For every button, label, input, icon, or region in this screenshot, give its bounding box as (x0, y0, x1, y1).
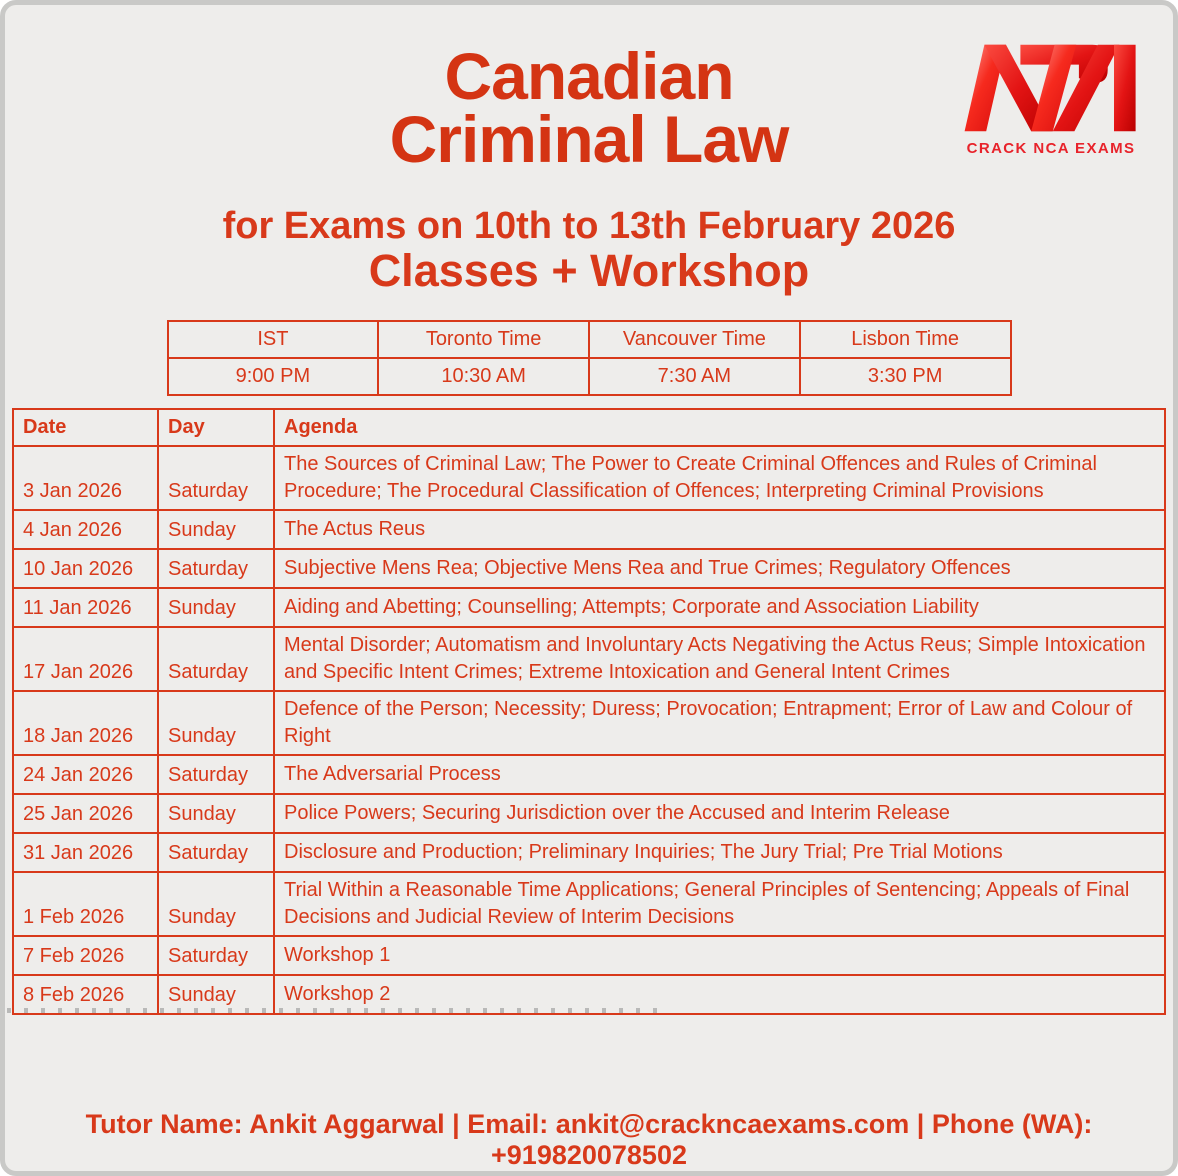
crack-nca-logo (955, 41, 1147, 157)
page-title-line2: Criminal Law (389, 102, 789, 176)
cell-date: 31 Jan 2026 (13, 833, 158, 872)
cell-agenda: Disclosure and Production; Preliminary Inquiries; The Jury Trial; Pre Trial Motions (274, 833, 1165, 872)
cell-agenda: Workshop 2 (274, 975, 1165, 1014)
tz-time-cell: 7:30 AM (589, 358, 800, 395)
cell-agenda: Workshop 1 (274, 936, 1165, 975)
logo-caption: CRACK NCA EXAMS (966, 140, 1136, 157)
cell-date: 4 Jan 2026 (13, 510, 158, 549)
nca-monogram-icon (961, 41, 1141, 135)
cell-agenda: The Actus Reus (274, 510, 1165, 549)
cell-day: Saturday (158, 549, 274, 588)
cell-day: Saturday (158, 936, 274, 975)
tz-header-cell: Lisbon Time (800, 321, 1011, 358)
schedule-header-cell: Date (13, 409, 158, 446)
tutor-contact-footer: Tutor Name: Ankit Aggarwal | Email: ankit@crackncaexams.com | Phone (WA): +919820078502 (85, 1109, 1093, 1170)
schedule-header-row (13, 409, 1165, 446)
cell-day: Sunday (158, 588, 274, 627)
table-row (13, 691, 1165, 755)
cell-day: Sunday (158, 794, 274, 833)
table-row (13, 936, 1165, 975)
cell-agenda: Aiding and Abetting; Counselling; Attempts; Corporate and Association Liability (274, 588, 1165, 627)
exam-dates-subtitle: for Exams on 10th to 13th February 2026 (222, 205, 956, 247)
table-row (13, 794, 1165, 833)
cell-date: 17 Jan 2026 (13, 627, 158, 691)
timezone-table (167, 320, 1012, 396)
classes-workshop-subtitle: Classes + Workshop (368, 245, 810, 296)
tz-time-cell: 3:30 PM (800, 358, 1011, 395)
cell-day: Saturday (158, 755, 274, 794)
cell-day: Saturday (158, 833, 274, 872)
cell-date: 7 Feb 2026 (13, 936, 158, 975)
cell-agenda: Trial Within a Reasonable Time Applications; General Principles of Sentencing; Appeals of Final Decisions and Judicial Review of Interim Decisions (274, 872, 1165, 936)
table-row (13, 588, 1165, 627)
tz-time-cell: 9:00 PM (168, 358, 379, 395)
cell-date: 24 Jan 2026 (13, 755, 158, 794)
table-row (13, 510, 1165, 549)
cell-date: 18 Jan 2026 (13, 691, 158, 755)
tz-header-cell: Toronto Time (378, 321, 589, 358)
cell-date: 10 Jan 2026 (13, 549, 158, 588)
schedule-header-cell: Day (158, 409, 274, 446)
schedule-header-cell: Agenda (274, 409, 1165, 446)
tz-header-cell: IST (168, 321, 379, 358)
cell-day: Saturday (158, 446, 274, 510)
tz-time-cell: 10:30 AM (378, 358, 589, 395)
cell-agenda: Defence of the Person; Necessity; Duress; Provocation; Entrapment; Error of Law and Colour of Right (274, 691, 1165, 755)
page-title-line1: Canadian (444, 39, 734, 113)
tz-times-row (168, 358, 1011, 395)
cell-day: Sunday (158, 510, 274, 549)
schedule-body (13, 446, 1165, 1014)
table-row (13, 627, 1165, 691)
table-row (13, 755, 1165, 794)
cell-day: Saturday (158, 627, 274, 691)
schedule-table (12, 408, 1166, 1015)
cell-day: Sunday (158, 872, 274, 936)
dotted-divider (7, 1008, 667, 1013)
cell-date: 1 Feb 2026 (13, 872, 158, 936)
table-row (13, 549, 1165, 588)
cell-agenda: The Sources of Criminal Law; The Power to Create Criminal Offences and Rules of Criminal Procedure; The Procedural Classification of Offences; Interpreting Criminal Provisions (274, 446, 1165, 510)
table-row (13, 446, 1165, 510)
tz-header-row (168, 321, 1011, 358)
table-row (13, 833, 1165, 872)
table-row (13, 872, 1165, 936)
cell-day: Sunday (158, 975, 274, 1014)
cell-agenda: Mental Disorder; Automatism and Involuntary Acts Negativing the Actus Reus; Simple Intoxication and Specific Intent Crimes; Extreme Intoxication and General Intent Crimes (274, 627, 1165, 691)
cell-date: 25 Jan 2026 (13, 794, 158, 833)
cell-day: Sunday (158, 691, 274, 755)
cell-date: 3 Jan 2026 (13, 446, 158, 510)
cell-agenda: Subjective Mens Rea; Objective Mens Rea and True Crimes; Regulatory Offences (274, 549, 1165, 588)
cell-date: 11 Jan 2026 (13, 588, 158, 627)
cell-agenda: The Adversarial Process (274, 755, 1165, 794)
cell-date: 8 Feb 2026 (13, 975, 158, 1014)
cell-agenda: Police Powers; Securing Jurisdiction over the Accused and Interim Release (274, 794, 1165, 833)
tz-header-cell: Vancouver Time (589, 321, 800, 358)
